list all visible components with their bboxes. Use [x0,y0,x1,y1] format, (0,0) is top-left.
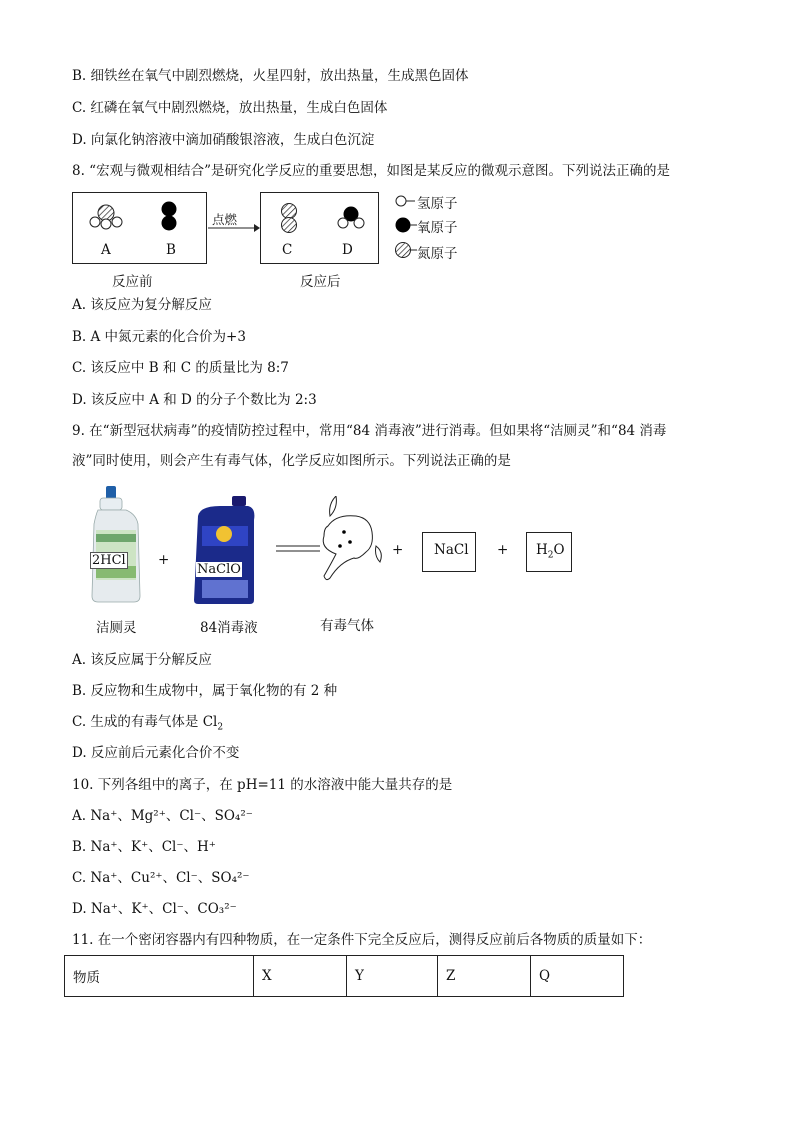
q9-product-nacl: NaCl [434,542,469,558]
table-header-cell: Y [347,956,438,997]
q9-stem-line2: 液”同时使用，则会产生有毒气体，化学反应如图所示。下列说法正确的是 [72,453,511,469]
q11-stem: 11. 在一个密闭容器内有四种物质，在一定条件下完全反应后，测得反应前后各物质的质量如下： [72,932,652,948]
q9-bottle2-formula: NaClO [197,562,241,577]
q9-caption-disinfectant: 84消毒液 [200,620,258,636]
q8-option-c: C. 该反应中 B 和 C 的质量比为 8:7 [72,360,289,376]
q11-mass-table [64,955,624,997]
q9-option-d: D. 反应前后元素化合价不变 [72,745,240,761]
toilet-cleaner-bottle-icon [86,484,146,604]
q8-label-a: A [101,242,111,258]
table-header-cell: X [254,956,347,997]
q8-molecule-a [86,200,126,230]
q7-option-d: D. 向氯化钠溶液中滴加硝酸银溶液，生成白色沉淀 [72,132,375,148]
q8-label-d: D [342,242,353,258]
q10-option-d: D. Na⁺、K⁺、Cl⁻、CO₃²⁻ [72,901,237,917]
q9-option-a: A. 该反应属于分解反应 [72,652,212,668]
oxygen-atom-icon [395,216,417,234]
q8-arrow-label: 点燃 [212,212,238,227]
q9-product-h2o: $H_2O$ [536,542,565,561]
q10-option-b: B. Na⁺、K⁺、Cl⁻、H⁺ [72,839,216,855]
q8-reaction-diagram [72,192,482,292]
nitrogen-atom-icon [395,241,417,259]
table-header-cell: Z [438,956,531,997]
q8-molecule-d [336,204,366,230]
q10-stem: 10. 下列各组中的离子，在 pH=11 的水溶液中能大量共存的是 [72,777,453,793]
q8-option-a: A. 该反应为复分解反应 [72,297,212,313]
arrow-right-icon [208,223,260,233]
table-header-cell: Q [531,956,624,997]
hydrogen-atom-icon [395,194,417,208]
q8-legend [395,192,485,262]
q8-label-b: B [166,242,176,258]
legend-oxygen: 氧原子 [417,220,458,236]
q7-option-c: C. 红磷在氧气中剧烈燃烧，放出热量，生成白色固体 [72,100,388,116]
legend-nitrogen: 氮原子 [417,246,458,262]
disinfectant-bottle-icon [190,496,260,606]
table-row [65,956,624,997]
q8-option-b: B. A 中氮元素的化合价为+3 [72,329,246,345]
q8-stem: 8. “宏观与微观相结合”是研究化学反应的重要思想，如图是某反应的微观示意图。下列说法正确的是 [72,163,670,179]
q8-molecule-b [158,200,180,232]
q10-option-a: A. Na⁺、Mg²⁺、Cl⁻、SO₄²⁻ [72,808,253,824]
q9-bottle1-formula: 2HCl [92,553,126,568]
q9-option-b: B. 反应物和生成物中，属于氧化物的有 2 种 [72,683,338,699]
legend-hydrogen: 氢原子 [417,196,458,212]
table-header-cell: 物质 [65,956,254,997]
q7-option-b: B. 细铁丝在氧气中剧烈燃烧，火星四射，放出热量，生成黑色固体 [72,68,469,84]
plus-sign-1: + [158,552,170,568]
plus-sign-3: + [497,542,509,558]
q9-reaction-diagram [80,484,580,634]
q8-label-c: C [282,242,293,258]
q8-after-caption: 反应后 [300,274,341,290]
q8-option-d: D. 该反应中 A 和 D 的分子个数比为 2:3 [72,392,317,408]
q8-before-caption: 反应前 [112,274,153,290]
toxic-gas-cloud-icon [310,496,390,586]
q9-caption-toilet-cleaner: 洁厕灵 [96,620,137,636]
plus-sign-2: + [392,542,404,558]
q9-option-c: C. 生成的有毒气体是 $Cl_2$ [72,714,224,733]
q9-stem-line1: 9. 在“新型冠状病毒”的疫情防控过程中，常用“84 消毒液”进行消毒。但如果将“洁厕灵”和“84 消毒 [72,423,667,439]
q8-molecule-c [278,202,300,234]
q10-option-c: C. Na⁺、Cu²⁺、Cl⁻、SO₄²⁻ [72,870,250,886]
q9-caption-toxic-gas: 有毒气体 [320,618,374,634]
